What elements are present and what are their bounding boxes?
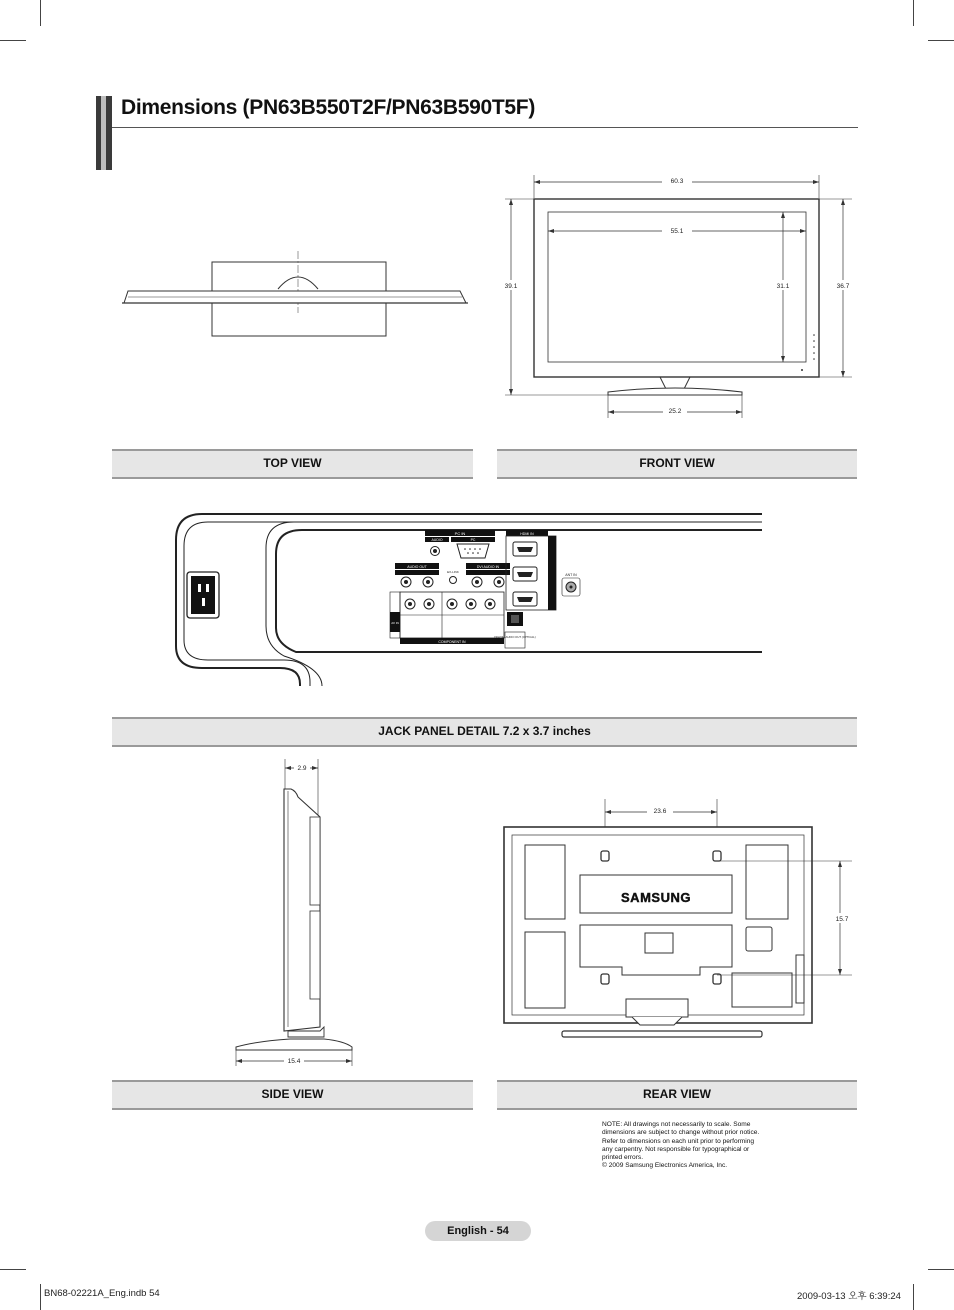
crop-mark (928, 40, 954, 41)
jack-label-pc-in: PC IN (454, 531, 466, 536)
jack-label-audio-out: AUDIO OUT (407, 565, 427, 569)
note-line: any carpentry. Not responsible for typographical or (602, 1145, 750, 1153)
front-view-drawing (500, 170, 860, 420)
note-line: NOTE: All drawings not necessarily to scale. Some (602, 1121, 751, 1128)
jack-label-digital-audio-out: DIGITAL AUDIO OUT (OPTICAL) (494, 635, 536, 639)
jack-label-av-in: AV IN (391, 621, 399, 625)
title-accent-stripe (101, 96, 106, 170)
crop-mark (913, 1284, 914, 1310)
jack-label-ex-link: EX-LINK (447, 570, 459, 574)
jack-label-component-in: COMPONENT IN (438, 640, 466, 644)
jack-label-audio: AUDIO (431, 538, 443, 542)
crop-mark (928, 1269, 954, 1270)
crop-mark (913, 0, 914, 26)
jack-label-pc: PC (470, 538, 476, 542)
caption-top-view: TOP VIEW (112, 449, 473, 479)
note-line: © 2009 Samsung Electronics America, Inc. (602, 1162, 728, 1170)
rear-view-drawing (500, 777, 858, 1045)
dim-side-depth: 2.9 (297, 765, 307, 772)
disclaimer-note (602, 1121, 772, 1171)
page-title: Dimensions (PN63B550T2F/PN63B590T5F) (121, 96, 536, 119)
dim-mount-vertical: 15.7 (835, 916, 849, 923)
crop-mark (40, 0, 41, 26)
jack-label-hdmi-in: HDMI IN (520, 532, 534, 536)
side-view-drawing (228, 755, 360, 1067)
note-line: dimensions are subject to change without prior notice. (602, 1129, 760, 1137)
dim-screen-width: 55.1 (670, 228, 684, 235)
dim-stand-width: 25.2 (668, 408, 682, 415)
caption-side-view: SIDE VIEW (112, 1080, 473, 1110)
page-number-badge: English - 54 (425, 1221, 531, 1241)
dim-height-without-stand: 36.7 (836, 283, 850, 290)
dim-overall-height: 39.1 (504, 283, 518, 290)
crop-mark (0, 40, 26, 41)
caption-front-view: FRONT VIEW (497, 449, 857, 479)
crop-mark (40, 1284, 41, 1310)
footer-filename: BN68-02221A_Eng.indb 54 (44, 1288, 160, 1299)
footer-timestamp: 2009-03-13 오후 6:39:24 (797, 1291, 901, 1302)
dim-screen-height: 31.1 (776, 283, 790, 290)
top-view-drawing (110, 245, 480, 345)
note-line: Refer to dimensions on each unit prior to performing (602, 1137, 755, 1145)
crop-mark (0, 1269, 26, 1270)
note-line: printed errors. (602, 1154, 644, 1162)
samsung-logo: SAMSUNG (621, 890, 691, 905)
dim-stand-depth: 15.4 (287, 1058, 301, 1065)
caption-rear-view: REAR VIEW (497, 1080, 857, 1110)
jack-label-ant-in: ANT IN (565, 573, 577, 577)
dim-overall-width: 60.3 (670, 178, 684, 185)
jack-panel-drawing (172, 508, 768, 690)
title-divider (112, 127, 858, 128)
caption-jack-panel: JACK PANEL DETAIL 7.2 x 3.7 inches (112, 717, 857, 747)
jack-label-dvi-audio-in: DVI AUDIO IN (476, 565, 500, 569)
dim-mount-horizontal: 23.6 (653, 808, 667, 815)
